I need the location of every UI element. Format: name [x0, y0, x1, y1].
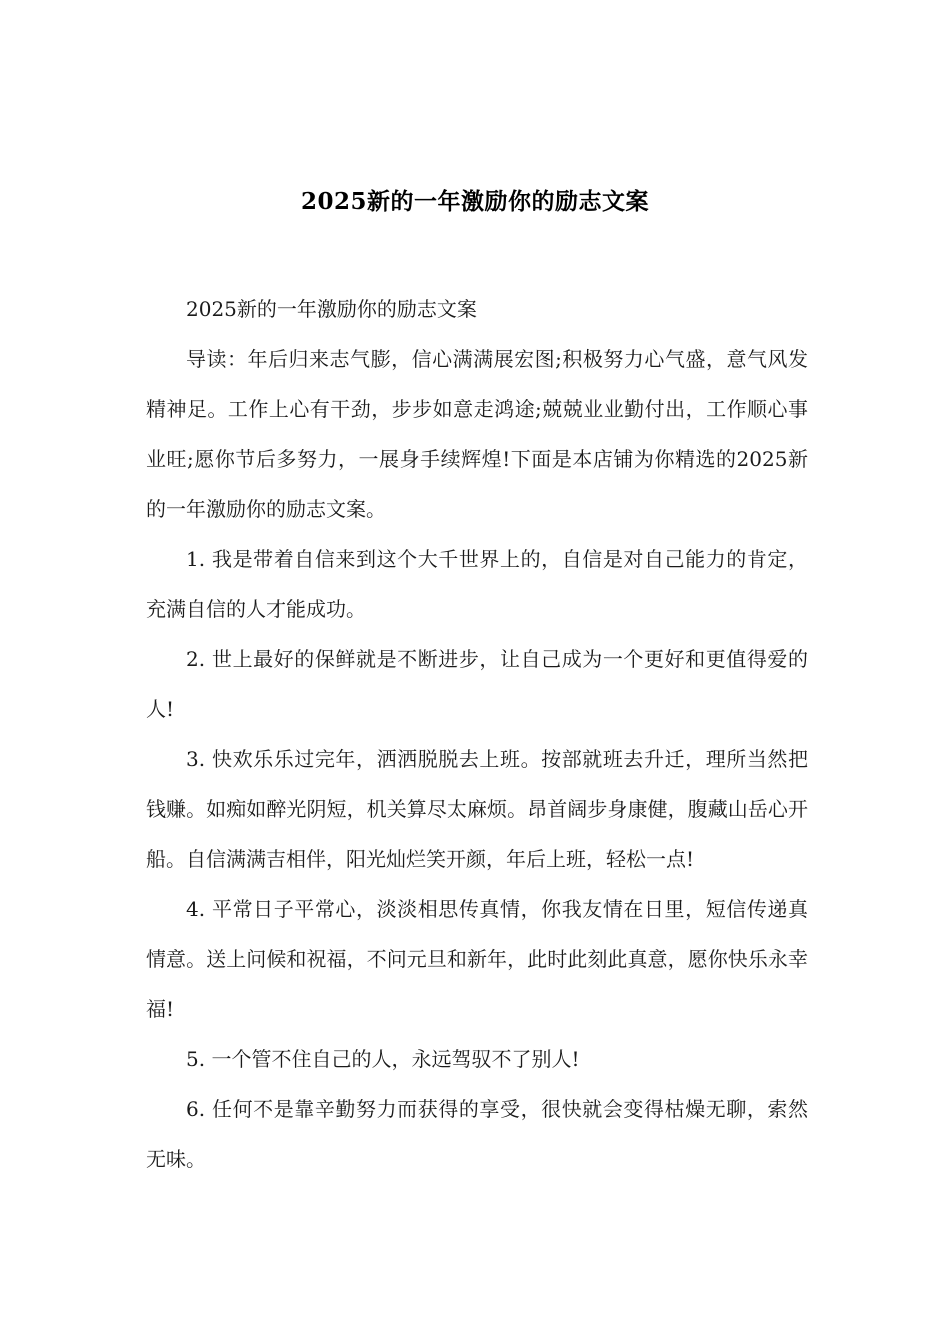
paragraph-item-1: 1. 我是带着自信来到这个大千世界上的，自信是对自己能力的肯定，充满自信的人才能成功。 — [146, 547, 808, 621]
paragraph-item-4: 4. 平常日子平常心，淡淡相思传真情，你我友情在日里，短信传递真情意。送上问候和祝福，不问元旦和新年，此时此刻此真意，愿你快乐永幸福! — [146, 897, 808, 1021]
document-body — [146, 284, 808, 1184]
document-title: 2025新的一年激励你的励志文案 — [300, 188, 649, 215]
paragraph-item-2: 2. 世上最好的保鲜就是不断进步，让自己成为一个更好和更值得爱的人! — [146, 647, 808, 721]
paragraph-subtitle: 2025新的一年激励你的励志文案 — [186, 297, 477, 321]
paragraph-item-6: 6. 任何不是靠辛勤努力而获得的享受，很快就会变得枯燥无聊，索然无味。 — [146, 1097, 808, 1171]
paragraph-item-5: 5. 一个管不住自己的人，永远驾驭不了别人! — [186, 1047, 580, 1071]
paragraph-item-3: 3. 快欢乐乐过完年，洒洒脱脱去上班。按部就班去升迁，理所当然把钱赚。如痴如醉光阴短，机关算尽太麻烦。昂首阔步身康健，腹藏山岳心开船。自信满满吉相伴，阳光灿烂笑开颜，年后上班，轻松一点! — [146, 747, 808, 871]
paragraph-intro: 导读：年后归来志气膨，信心满满展宏图;积极努力心气盛，意气风发精神足。工作上心有干劲，步步如意走鸿途;兢兢业业勤付出，工作顺心事业旺;愿你节后多努力，一展身手续辉煌!下面是本店铺为你精选的2025新的一年激励你的励志文案。 — [146, 347, 808, 521]
